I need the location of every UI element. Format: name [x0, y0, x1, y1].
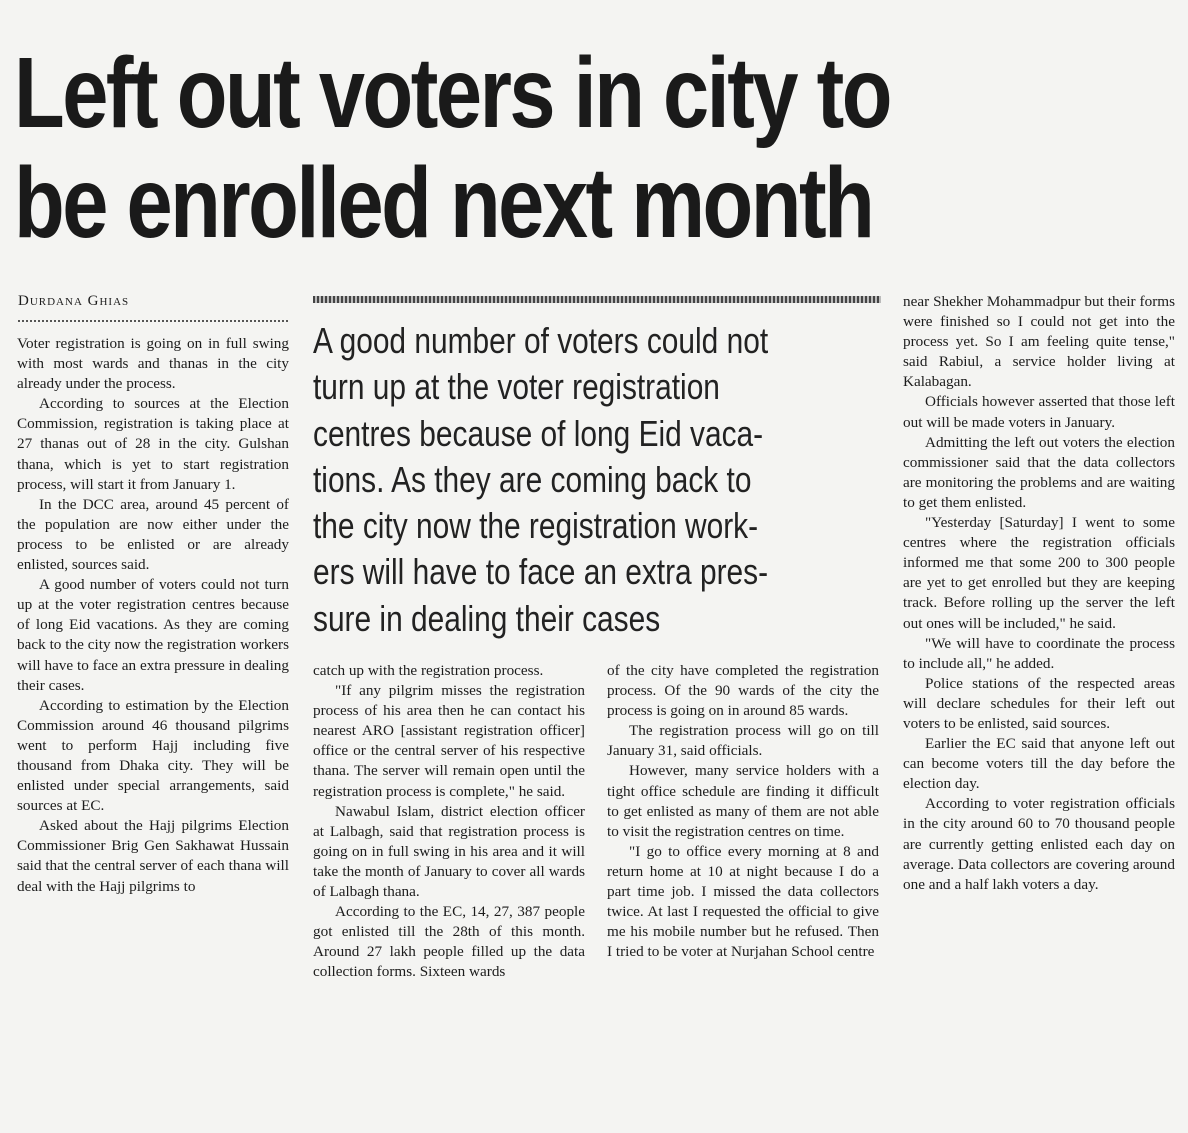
pull-quote-line: centres because of long Eid vaca- [313, 412, 764, 454]
paragraph: However, many service holders with a tight office schedule are finding it difficult to get enlisted as many of them are not able to visit the registration centres on time. [607, 762, 879, 840]
column-3 [607, 661, 879, 962]
paragraph: According to the EC, 14, 27, 387 people got enlisted till the 28th of this month. Around 27 lakh people filled up the data collection forms. Sixteen wards [313, 903, 585, 981]
paragraph: Voter registration is going on in full swing with most wards and thanas in the city already under the process. [17, 335, 289, 393]
pull-quote-line: A good number of voters could not [313, 320, 769, 361]
paragraph: Officials however asserted that those left out will be made voters in January. [903, 393, 1175, 431]
paragraph: "We will have to coordinate the process to include all," he added. [903, 634, 1175, 672]
paragraph: Admitting the left out voters the election commissioner said that the data collectors are monitoring the problems and are waiting to get them enlisted. [903, 433, 1175, 511]
pull-quote-line: the city now the registration work- [313, 505, 759, 547]
byline: Durdana Ghias [18, 293, 130, 309]
paragraph: "I go to office every morning at 8 and return home at 10 at night because I do a part time job. I missed the data collectors twice. At last I requested the official to give me his mobile number but he refused. Then I tried to be voter at Nurjahan School centre [607, 842, 879, 961]
headline: Left out voters in city to be enrolled next month [14, 37, 890, 259]
paragraph: near Shekher Mohammadpur but their forms were finished so I could not get into the process yet. So I am feeling quite tense," said Rabiul, a service holder living at Kalabagan. [903, 293, 1175, 391]
pull-quote [313, 318, 877, 642]
paragraph: Asked about the Hajj pilgrims Election Commissioner Brig Gen Sakhawat Hussain said that the central server of each thana will deal with the Hajj pilgrims to [17, 817, 289, 895]
pull-quote-line: tions. As they are coming back to [313, 458, 752, 500]
column-2 [313, 661, 585, 983]
paragraph: Nawabul Islam, district election officer at Lalbagh, said that registration process is going on in full swing in his area and it will take the month of January to cover all wards of Lalbagh thana. [313, 802, 585, 901]
paragraph: According to voter registration officials in the city around 60 to 70 thousand people are currently getting enlisted each day on average. Data collectors are covering around one and a half lakh voters a day. [903, 795, 1175, 893]
pull-quote-line: turn up at the voter registration [313, 366, 720, 408]
pull-quote-line: ers will have to face an extra pres- [313, 551, 769, 593]
paragraph: In the DCC area, around 45 percent of the population are now either under the process to be enlisted or are already enlisted, sources said. [17, 495, 289, 574]
paragraph: The registration process will go on till January 31, said officials. [607, 722, 879, 760]
paragraph: According to sources at the Election Commission, registration is taking place at 27 thanas out of 28 in the city. Gulshan thana, which is yet to start registration process, will start it from January 1. [17, 395, 289, 493]
paragraph: Earlier the EC said that anyone left out can become voters till the day before the election day. [903, 735, 1175, 793]
byline-divider [18, 320, 288, 322]
pull-quote-rule [313, 296, 881, 303]
paragraph: of the city have completed the registration process. Of the 90 wards of the city the process is going on in around 85 wards. [607, 662, 879, 720]
column-1 [17, 334, 289, 897]
column-4 [903, 292, 1175, 895]
pull-quote-line: sure in dealing their cases [313, 597, 661, 639]
paragraph: catch up with the registration process. [313, 662, 544, 679]
paragraph: "Yesterday [Saturday] I went to some centres where the registration officials informed me that some 200 to 300 people are yet to get enrolled but they are keeping track. Before rolling up the server the left out ones will be included," he said. [903, 514, 1175, 632]
paragraph: A good number of voters could not turn up at the voter registration centres because of long Eid vacations. As they are coming back to the city now the registration workers will have to face an extra pressure in dealing their cases. [17, 576, 289, 694]
paragraph: "If any pilgrim misses the registration process of his area then he can contact his nearest ARO [assistant registration officer] office or the central server of his respective thana. The server will remain open until the registration process is complete," he said. [313, 682, 585, 800]
paragraph: According to estimation by the Election Commission around 46 thousand pilgrims went to perform Hajj including five thousand from Dhaka city. They will be enlisted under special arrangements, said sources at EC. [17, 696, 289, 815]
paragraph: Police stations of the respected areas will declare schedules for their left out voters to be enlisted, said sources. [903, 674, 1175, 732]
